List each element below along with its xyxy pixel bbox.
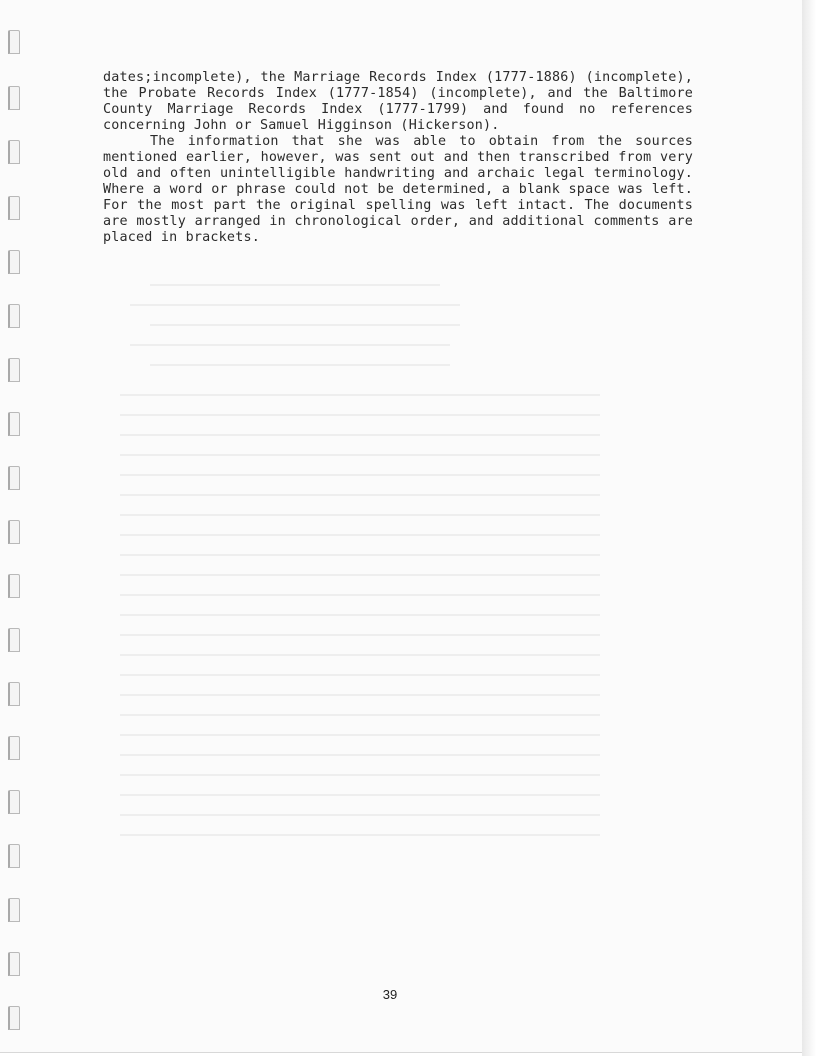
paragraph-1: dates;incomplete), the Marriage Records Index (1777-1886) (incomplete), the Probate Records Index (1777-1854) (incomplete), and the Baltimore County Marriage Records Index (1777-1799) and found no references concerning John or Samuel Higginson (Hickerson).: [103, 70, 693, 133]
binding-hole: [8, 466, 20, 490]
binding-hole: [8, 736, 20, 760]
binding-hole: [8, 844, 20, 868]
binding-hole: [8, 30, 20, 54]
body-text: [103, 70, 693, 246]
binding-hole: [8, 682, 20, 706]
binding-hole: [8, 304, 20, 328]
binding-hole: [8, 412, 20, 436]
binding-hole: [8, 574, 20, 598]
binding-hole: [8, 952, 20, 976]
binding-hole: [8, 1006, 20, 1030]
binding-hole: [8, 898, 20, 922]
binding-hole: [8, 358, 20, 382]
binding-hole: [8, 790, 20, 814]
binding-hole: [8, 628, 20, 652]
show-through-text: [110, 284, 605, 844]
scan-edge-shadow: [802, 0, 816, 1056]
page-number: 39: [382, 987, 398, 1002]
paragraph-2: The information that she was able to obtain from the sources mentioned earlier, however, was sent out and then transcribed from very old and often unintelligible handwriting and archaic legal terminology. Where a word or phrase could not be determined, a blank space was left. For the most part the original spelling was left intact. The documents are mostly arranged in chronological order, and additional comments are placed in brackets.: [103, 134, 693, 245]
binding-hole: [8, 196, 20, 220]
binding-hole: [8, 86, 20, 110]
binding-hole: [8, 520, 20, 544]
binding-hole: [8, 140, 20, 164]
spiral-binding: [8, 0, 22, 1056]
binding-hole: [8, 250, 20, 274]
